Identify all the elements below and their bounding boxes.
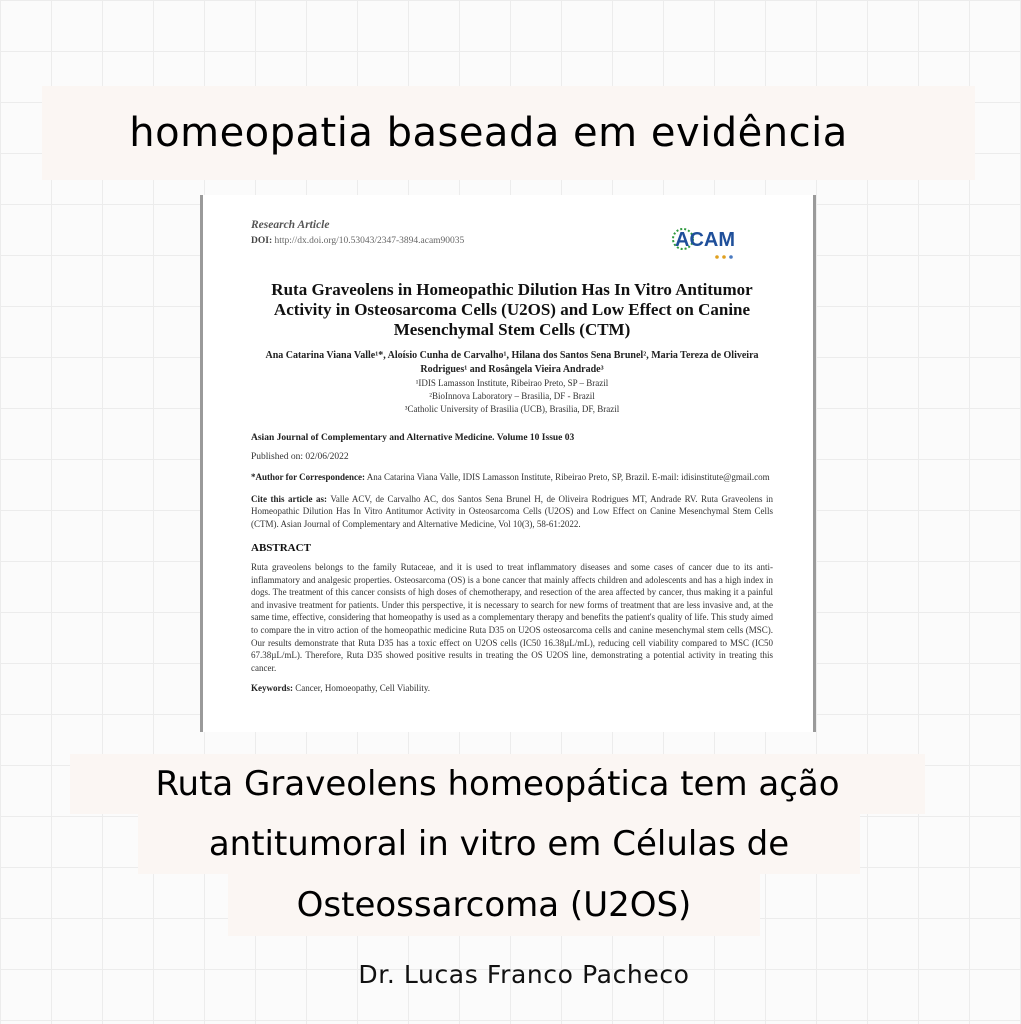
article-type: Research Article: [251, 219, 330, 231]
caption-line-1: Ruta Graveolens homeopática tem ação: [70, 754, 925, 814]
doi-label: DOI:: [251, 236, 273, 246]
affiliation-2: ²BioInnova Laboratory – Brasilia, DF - Brazil: [429, 391, 595, 401]
correspondence-text: Ana Catarina Viana Valle, IDIS Lamasson Institute, Ribeirao Preto, SP, Brazil. E-mail: idisinstitute@gmail.com: [366, 472, 770, 482]
correspondence-label: *Author for Correspondence:: [251, 472, 365, 482]
abstract-text: Ruta graveolens belongs to the family Rutaceae, and it is used to treat inflammatory diseases and some cases of cancer due to its anti-inflammatory and analgesic properties. Osteosarcoma (OS) is a bone cancer that mainly affects children and adolescents and has a high index in dogs. The treatment of this cancer consists of high doses of chemotherapy, and resection of the area affected by cancer, thus making it a painful and invasive treatment for patients. Under this perspective, it is necessary to search for new forms of treatment that are less invasive and, at the same time, effective, considering that homeopathy is used as a complementary therapy and benefits the patient's quality of life. This study aimed to compare the in vitro action of the homeopathic medicine Ruta D35 on U2OS osteosarcoma cells and canine mesenchymal stem cells (MSC). Our results demonstrate that Ruta D35 has a toxic effect on U2OS cells (IC50 16.38µL/mL), reducing cell viability compared to MSC (IC50 67.38µL/mL). Therefore, Ruta D35 showed positive results in treating the OS U2OS line, demonstrating a potential activity in treating this cancer.: [251, 562, 773, 673]
cite-label: Cite this article as:: [251, 493, 328, 504]
keywords-label: Keywords:: [251, 683, 293, 694]
caption-line-2: antitumoral in vitro em Células de: [138, 814, 860, 874]
published-date: Published on: 02/06/2022: [251, 452, 349, 462]
cite-text: Valle ACV, de Carvalho AC, dos Santos Sena Brunel H, de Oliveira Rodrigues MT, Andrade RV. Ruta Graveolens in Homeopathic Dilution Has In Vitro Antitumor Activity in Osteosarcoma Cells (U2OS) and Low Effect on Canine Mesenchymal Stem Cells (CTM). Asian Journal of Complementary and Alternative Medicine, Vol 10(3), 58-61:2022.: [251, 493, 774, 529]
acam-logo: [671, 221, 771, 261]
logo-text: ACAM: [675, 229, 735, 251]
abstract-heading: ABSTRACT: [251, 542, 311, 554]
citation: [251, 493, 773, 531]
affiliation-1: ¹IDIS Lamasson Institute, Ribeirao Preto, SP – Brazil: [415, 378, 609, 388]
headline: homeopatia baseada em evidência: [129, 110, 848, 156]
headline-band: [42, 86, 975, 180]
affiliation-3: ³Catholic University of Brasilia (UCB), Brasilia, DF, Brazil: [404, 404, 620, 414]
journal-line: Asian Journal of Complementary and Alternative Medicine. Volume 10 Issue 03: [251, 433, 575, 443]
doi-value: http://dx.doi.org/10.53043/2347-3894.acam90035: [274, 236, 465, 246]
author-signature: Dr. Lucas Franco Pacheco: [358, 960, 690, 989]
keywords: [251, 683, 773, 693]
paper-authors: Ana Catarina Viana Valle¹*, Aloísio Cunha de Carvalho¹, Hilana dos Santos Sena Brunel², Maria Tereza de Oliveira Rodrigues¹ and Rosângela Vieira Andrade³: [265, 350, 759, 375]
keywords-text: Cancer, Homoeopathy, Cell Viability.: [295, 683, 430, 694]
paper-title: Ruta Graveolens in Homeopathic Dilution Has In Vitro Antitumor Activity in Osteosarcoma Cells (U2OS) and Low Effect on Canine Mesenchymal Stem Cells (CTM): [271, 280, 753, 339]
caption-line-3: Osteossarcoma (U2OS): [228, 874, 760, 936]
correspondence: [251, 471, 773, 484]
paper-screenshot: [203, 195, 813, 732]
